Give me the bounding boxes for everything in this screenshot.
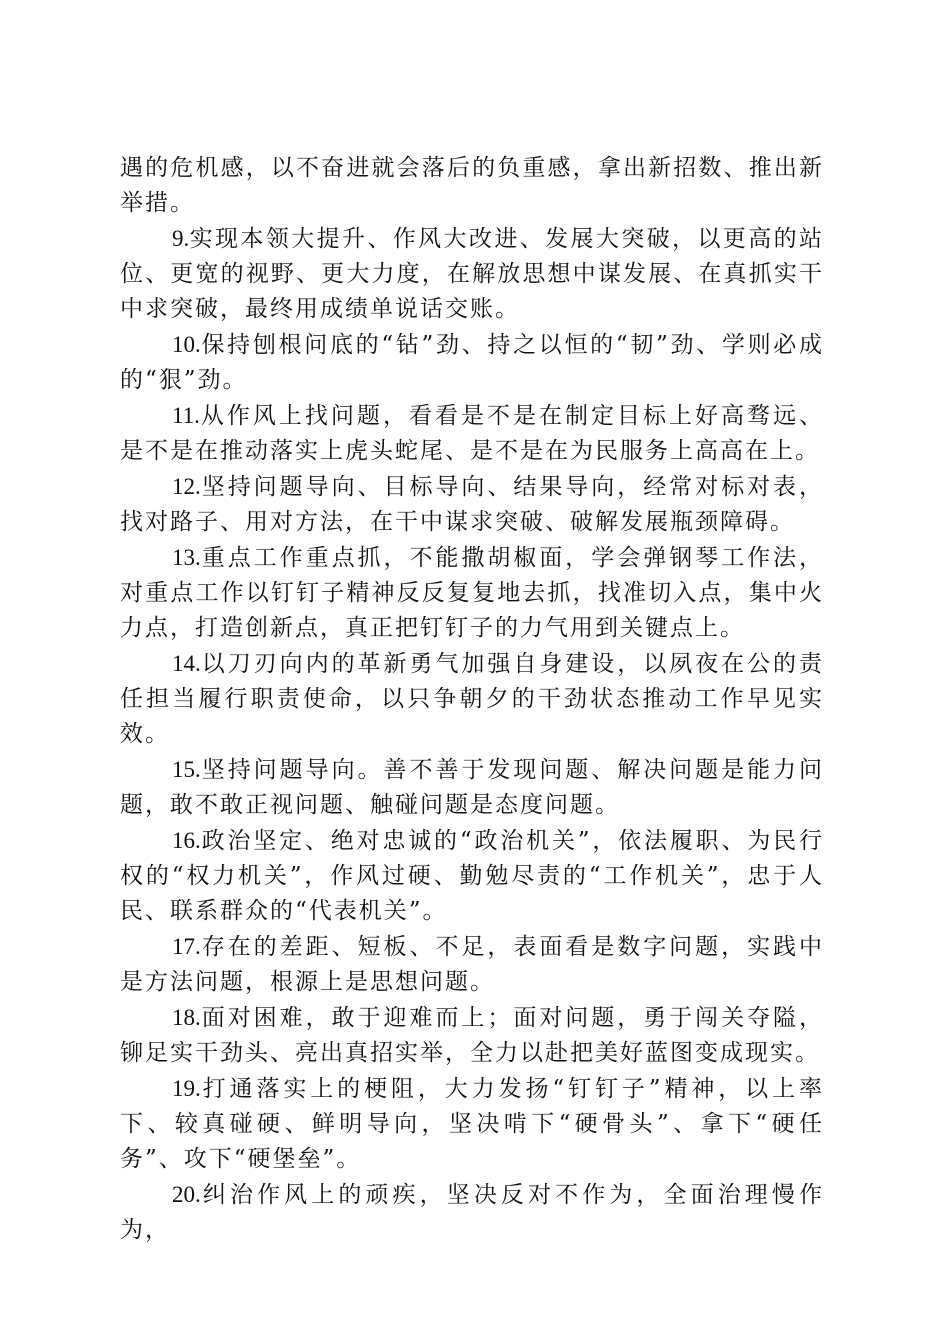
paragraph-text: 政治坚定、绝对忠诚的“政治机关”，依法履职、为民行权的“权力机关”，作风过硬、勤勉尽责的“工作机关”，忠于人民、联系群众的“代表机关”。 — [120, 828, 824, 924]
paragraph-number: 14. — [172, 651, 201, 676]
paragraph-19 — [120, 1071, 824, 1177]
paragraph-text: 面对困难，敢于迎难而上；面对问题，勇于闯关夺隘，铆足实干劲头、亮出真招实举，全力以赴把美好蓝图变成现实。 — [120, 1005, 824, 1066]
paragraph-text: 存在的差距、短板、不足，表面看是数字问题，实践中是方法问题，根源上是思想问题。 — [120, 934, 824, 995]
paragraph-continuation — [120, 151, 824, 221]
paragraph-number: 10. — [172, 332, 201, 357]
paragraph-18 — [120, 1000, 824, 1071]
paragraph-13 — [120, 540, 824, 646]
paragraph-number: 20. — [172, 1182, 201, 1207]
paragraph-9 — [120, 221, 824, 327]
paragraph-text: 从作风上找问题，看看是不是在制定目标上好高骛远、是不是在推动落实上虎头蛇尾、是不是在为民服务上高高在上。 — [120, 403, 824, 464]
paragraph-text: 坚持问题导向。善不善于发现问题、解决问题是能力问题，敢不敢正视问题、触碰问题是态度问题。 — [120, 757, 824, 818]
paragraph-10 — [120, 327, 824, 398]
paragraph-text: 纠治作风上的顽疾，坚决反对不作为，全面治理慢作为， — [120, 1182, 824, 1243]
paragraph-text: 重点工作重点抓，不能撒胡椒面，学会弹钢琴工作法，对重点工作以钉钉子精神反反复复地去抓，找准切入点，集中火力点，打造创新点，真正把钉钉子的力气用到关键点上。 — [120, 545, 824, 641]
paragraph-number: 17. — [172, 934, 201, 959]
paragraph-14 — [120, 646, 824, 752]
paragraph-text: 实现本领大提升、作风大改进、发展大突破，以更高的站位、更宽的视野、更大力度，在解放思想中谋发展、在真抓实干中求突破，最终用成绩单说话交账。 — [120, 226, 824, 322]
paragraph-text: 遇的危机感，以不奋进就会落后的负重感，拿出新招数、推出新举措。 — [120, 155, 824, 216]
paragraph-number: 18. — [172, 1005, 201, 1030]
paragraph-11 — [120, 398, 824, 469]
paragraph-text: 保持刨根问底的“钻”劲、持之以恒的“韧”劲、学则必成的“狠”劲。 — [120, 332, 824, 393]
paragraph-text: 打通落实上的梗阻，大力发扬“钉钉子”精神，以上率下、较真碰硬、鲜明导向，坚决啃下“硬骨头”、拿下“硬任务”、攻下“硬堡垒”。 — [120, 1076, 824, 1172]
paragraph-20 — [120, 1177, 824, 1248]
paragraph-number: 15. — [172, 757, 201, 782]
paragraph-15 — [120, 752, 824, 823]
paragraph-17 — [120, 929, 824, 1000]
paragraph-number: 12. — [172, 474, 201, 499]
paragraph-12 — [120, 469, 824, 540]
paragraph-number: 9. — [172, 226, 190, 251]
paragraph-number: 16. — [172, 828, 201, 853]
paragraph-16 — [120, 823, 824, 929]
document-body — [120, 151, 824, 1248]
paragraph-number: 19. — [172, 1076, 201, 1101]
paragraph-number: 11. — [172, 403, 200, 428]
paragraph-number: 13. — [172, 545, 201, 570]
paragraph-text: 以刀刃向内的革新勇气加强自身建设，以夙夜在公的责任担当履行职责使命，以只争朝夕的干劲状态推动工作早见实效。 — [120, 651, 824, 747]
paragraph-text: 坚持问题导向、目标导向、结果导向，经常对标对表，找对路子、用对方法，在干中谋求突破、破解发展瓶颈障碍。 — [120, 474, 824, 535]
